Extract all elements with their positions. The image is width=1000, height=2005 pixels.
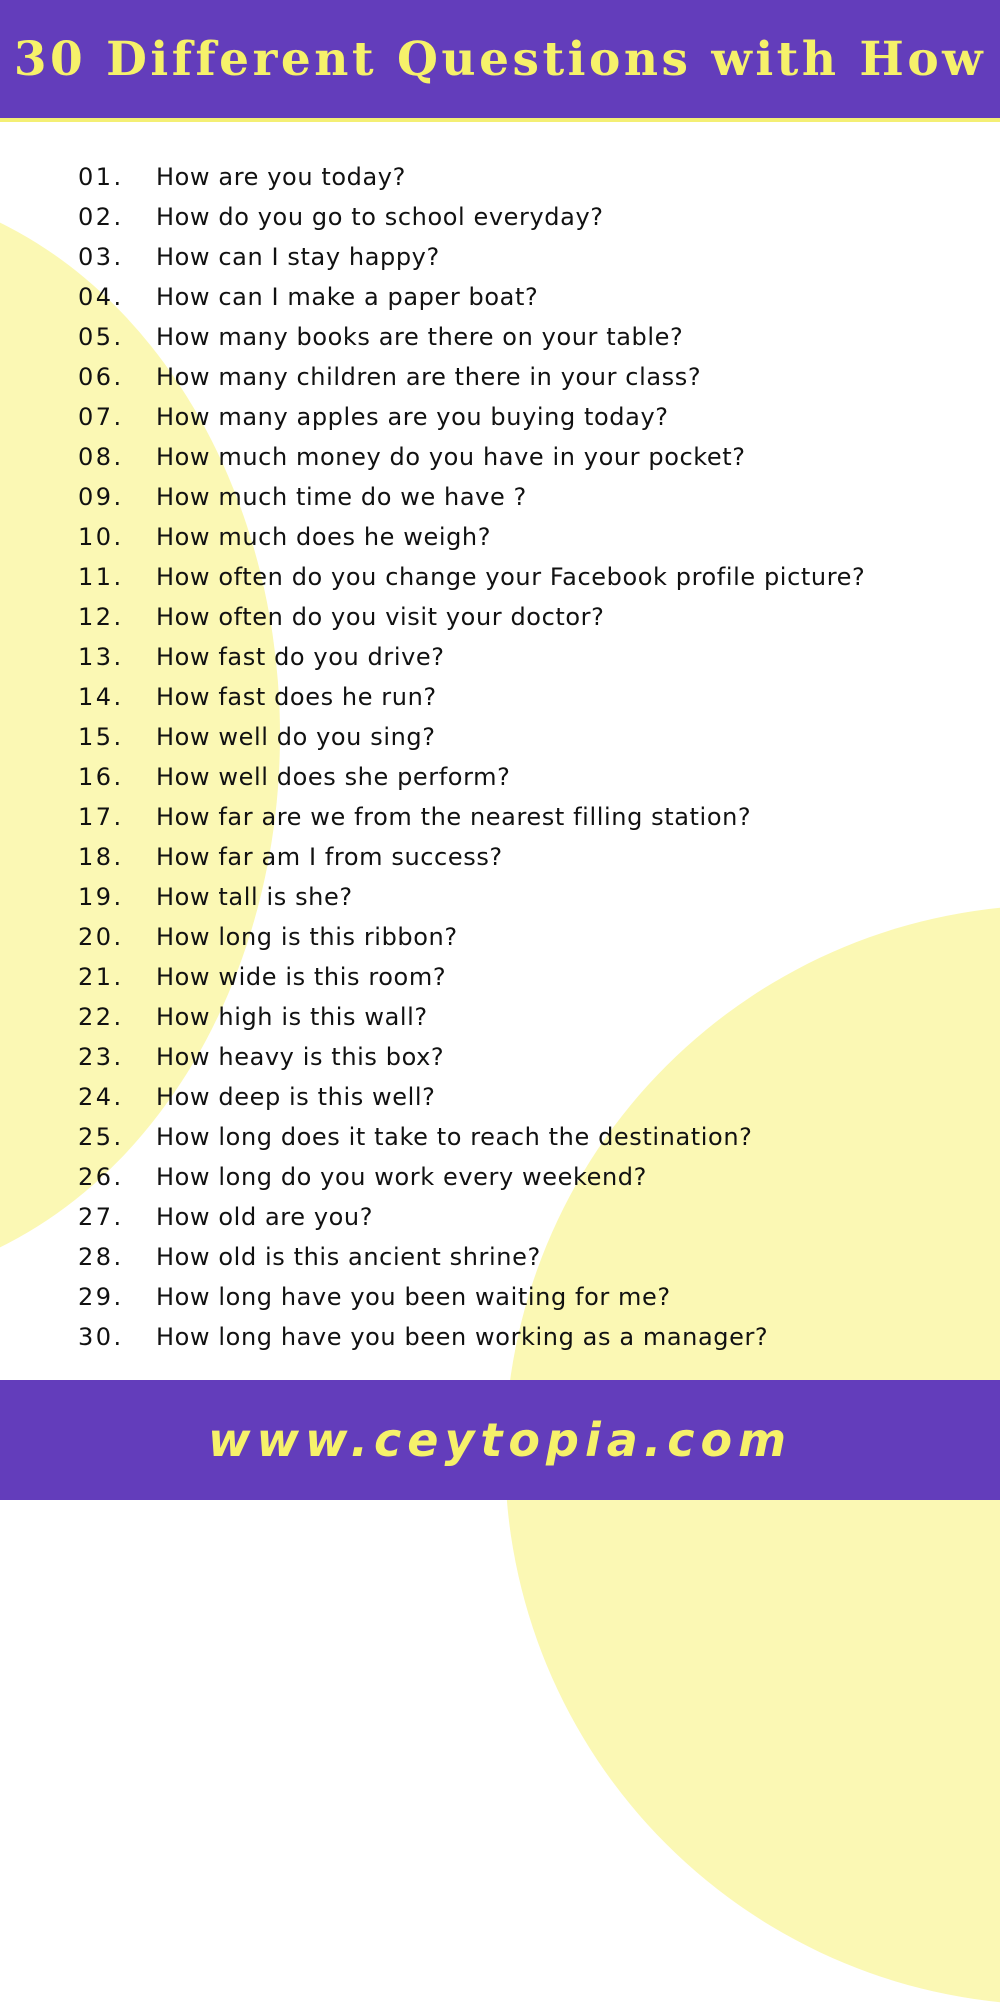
item-number: 09. xyxy=(78,483,124,511)
list-item xyxy=(0,997,1000,1037)
item-number: 20. xyxy=(78,923,124,951)
item-number: 30. xyxy=(78,1323,124,1351)
website-url: www.ceytopia.com xyxy=(207,1413,793,1467)
question-text: How much money do you have in your pocket? xyxy=(156,443,746,471)
item-number: 04. xyxy=(78,283,124,311)
question-text: How long do you work every weekend? xyxy=(156,1163,647,1191)
question-text: How high is this wall? xyxy=(156,1003,428,1031)
item-number: 03. xyxy=(78,243,124,271)
list-item xyxy=(0,1157,1000,1197)
list-item xyxy=(0,597,1000,637)
item-number: 24. xyxy=(78,1083,124,1111)
question-text: How tall is she? xyxy=(156,883,353,911)
item-number: 16. xyxy=(78,763,124,791)
item-number: 12. xyxy=(78,603,124,631)
question-text: How often do you change your Facebook profile picture? xyxy=(156,563,866,591)
question-text: How can I make a paper boat? xyxy=(156,283,539,311)
item-number: 22. xyxy=(78,1003,124,1031)
list-item xyxy=(0,357,1000,397)
page-title: 30 Different Questions with How xyxy=(13,31,987,87)
question-text: How long is this ribbon? xyxy=(156,923,458,951)
list-item xyxy=(0,197,1000,237)
list-item xyxy=(0,157,1000,197)
list-item xyxy=(0,1277,1000,1317)
question-text: How deep is this well? xyxy=(156,1083,436,1111)
item-number: 13. xyxy=(78,643,124,671)
question-text: How fast does he run? xyxy=(156,683,437,711)
question-text: How much time do we have ? xyxy=(156,483,527,511)
item-number: 07. xyxy=(78,403,124,431)
list-item xyxy=(0,757,1000,797)
item-number: 18. xyxy=(78,843,124,871)
item-number: 29. xyxy=(78,1283,124,1311)
list-item xyxy=(0,317,1000,357)
item-number: 21. xyxy=(78,963,124,991)
question-text: How wide is this room? xyxy=(156,963,447,991)
item-number: 14. xyxy=(78,683,124,711)
list-item xyxy=(0,477,1000,517)
question-text: How do you go to school everyday? xyxy=(156,203,604,231)
question-text: How are you today? xyxy=(156,163,406,191)
list-item xyxy=(0,877,1000,917)
list-item xyxy=(0,277,1000,317)
question-text: How well does she perform? xyxy=(156,763,511,791)
list-item xyxy=(0,1117,1000,1157)
question-text: How often do you visit your doctor? xyxy=(156,603,605,631)
question-text: How many books are there on your table? xyxy=(156,323,684,351)
item-number: 11. xyxy=(78,563,124,591)
list-item xyxy=(0,237,1000,277)
list-item xyxy=(0,437,1000,477)
list-item xyxy=(0,517,1000,557)
question-text: How fast do you drive? xyxy=(156,643,445,671)
question-text: How many apples are you buying today? xyxy=(156,403,669,431)
list-item xyxy=(0,1317,1000,1357)
question-text: How much does he weigh? xyxy=(156,523,492,551)
question-text: How old are you? xyxy=(156,1203,374,1231)
question-text: How far are we from the nearest filling station? xyxy=(156,803,752,831)
question-text: How long have you been working as a manager? xyxy=(156,1323,769,1351)
list-item xyxy=(0,637,1000,677)
question-text: How can I stay happy? xyxy=(156,243,440,271)
question-text: How long does it take to reach the destination? xyxy=(156,1123,753,1151)
item-number: 23. xyxy=(78,1043,124,1071)
list-item xyxy=(0,1197,1000,1237)
question-text: How long have you been waiting for me? xyxy=(156,1283,671,1311)
list-item xyxy=(0,1077,1000,1117)
question-list xyxy=(0,157,1000,1357)
item-number: 17. xyxy=(78,803,124,831)
question-text: How old is this ancient shrine? xyxy=(156,1243,541,1271)
item-number: 25. xyxy=(78,1123,124,1151)
question-text: How well do you sing? xyxy=(156,723,436,751)
item-number: 19. xyxy=(78,883,124,911)
list-item xyxy=(0,397,1000,437)
question-text: How many children are there in your class? xyxy=(156,363,702,391)
item-number: 02. xyxy=(78,203,124,231)
list-item xyxy=(0,677,1000,717)
list-item xyxy=(0,557,1000,597)
question-text: How far am I from success? xyxy=(156,843,503,871)
item-number: 27. xyxy=(78,1203,124,1231)
footer-banner xyxy=(0,1380,1000,1500)
list-item xyxy=(0,837,1000,877)
item-number: 05. xyxy=(78,323,124,351)
item-number: 26. xyxy=(78,1163,124,1191)
item-number: 15. xyxy=(78,723,124,751)
list-item xyxy=(0,917,1000,957)
item-number: 01. xyxy=(78,163,124,191)
item-number: 10. xyxy=(78,523,124,551)
list-item xyxy=(0,957,1000,997)
list-item xyxy=(0,1037,1000,1077)
question-text: How heavy is this box? xyxy=(156,1043,445,1071)
item-number: 08. xyxy=(78,443,124,471)
header-banner xyxy=(0,0,1000,122)
item-number: 06. xyxy=(78,363,124,391)
list-item xyxy=(0,717,1000,757)
item-number: 28. xyxy=(78,1243,124,1271)
list-item xyxy=(0,797,1000,837)
list-item xyxy=(0,1237,1000,1277)
